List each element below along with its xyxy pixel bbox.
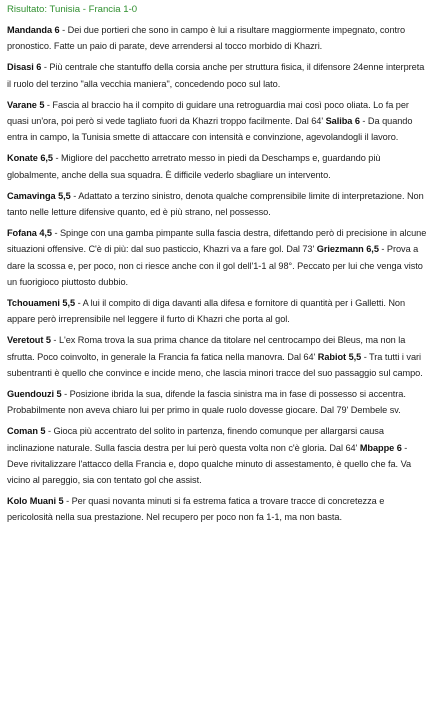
player-comment: Gioca più accentrato del solito in partenza, finendo comunque per allargarsi causa inclinazione naturale. Sulla fascia destra per lui però questa volta non c'è gloria. Dal 64': [7, 426, 384, 453]
player-name-rating: Tchouameni 5,5: [7, 298, 76, 309]
player-rating-paragraph: Guendouzi 5 - Posizione ibrida la sua, difende la fascia sinistra ma in fase di possesso si accentra. Probabilmente non aveva chiaro lui per primo in quale ruolo dovesse giocare. Dal 79' Dembele sv.: [7, 389, 406, 416]
player-rating-paragraph: Kolo Muani 5 - Per quasi novanta minuti si fa estrema fatica a trovare tracce di concretezza e pericolosità nella sua prestazione. Nel recupero per poco non fa 1-1, ma non basta.: [7, 496, 385, 523]
player-rating-paragraph: Disasi 6 - Più centrale che stantuffo della corsia anche per struttura fisica, il difensore 24enne interpreta il ruolo del terzino "alla vecchia maniera", concedendo poco sul lato.: [7, 62, 425, 89]
player-name-rating: Camavinga 5,5: [7, 190, 71, 201]
player-rating-paragraph: Konate 6,5 - Migliore del pacchetto arretrato messo in piedi da Deschamps e, guardando più globalmente, anche della sua squadra. È difficile vederlo sbagliare un intervento.: [7, 153, 381, 180]
player-comment: Dei due portieri che sono in campo è lui a risultare maggiormente impegnato, contro pronostico. Fatte un paio di parate, deve arrendersi al tocco morbido di Khazri.: [7, 25, 406, 52]
player-name-rating: Mbappe 6: [359, 442, 402, 453]
player-rating-paragraph: Varane 5 - Fascia al braccio ha il compito di guidare una retroguardia mai così poco oliata. Lo fa per quasi un'ora, poi però si vede tagliato fuori da Khazri troppo facilmente. Dal 64' Saliba 6 - Da quando entra in campo, la Tunisia smette di attaccare con intensità e convinzione, agevolandogli il lavoro.: [7, 99, 413, 143]
player-rating-paragraph: Coman 5 - Gioca più accentrato del solito in partenza, finendo comunque per allargarsi causa inclinazione naturale. Sulla fascia destra per lui però questa volta non c'è gloria. Dal 64' Mbappe 6 - Deve rivitalizzare l'attacco della Francia e, dopo qualche minuto di assestamento, è quello che fa. Va vicino al pareggio, sia con tentato gol che assist.: [7, 426, 412, 486]
player-name-rating: Mandanda 6: [7, 25, 60, 35]
player-name-rating: Veretout 5: [7, 335, 51, 346]
player-name-rating: Disasi 6: [7, 62, 42, 73]
player-comment: Per quasi novanta minuti si fa estrema fatica a trovare tracce di concretezza e pericolosità nella sua prestazione. Nel recupero per poco non fa 1-1, ma non basta.: [7, 496, 385, 523]
player-comment: Posizione ibrida la sua, difende la fascia sinistra ma in fase di possesso si accentra. Probabilmente non aveva chiaro lui per primo in quale ruolo dovesse giocare. Dal 79' Dembele sv.: [7, 389, 406, 416]
player-name-rating: Rabiot 5,5: [317, 351, 362, 362]
player-comment: Adattato a terzino sinistro, denota qualche comprensibile limite di interpretazione. Non tanto nelle letture difensive quanto, ed è più strano, nel possesso.: [7, 190, 424, 218]
player-rating-paragraph: Tchouameni 5,5 - A lui il compito di diga davanti alla difesa e fornitore di quantità per i Galletti. Non appare però irreprensibile nel leggere il furto di Khazri che porta al gol.: [7, 298, 406, 325]
player-name-rating: Saliba 6: [325, 116, 360, 127]
player-name-rating: Konate 6,5: [7, 153, 53, 164]
match-result: Risultato: Tunisia - Francia 1-0: [7, 4, 138, 15]
player-comment: A lui il compito di diga davanti alla difesa e fornitore di quantità per i Galletti. Non appare però irreprensibile nel leggere il furto di Khazri che porta al gol.: [7, 298, 406, 325]
player-comment: Più centrale che stantuffo della corsia anche per struttura fisica, il difensore 24enne interpreta il ruolo del terzino "alla vecchia maniera", concedendo poco sul lato.: [7, 62, 425, 89]
player-ratings-list: [7, 22, 428, 526]
player-rating-paragraph: Camavinga 5,5 - Adattato a terzino sinistro, denota qualche comprensibile limite di interpretazione. Non tanto nelle letture difensive quanto, ed è più strano, nel possesso.: [7, 190, 424, 218]
player-name-rating: Varane 5: [7, 99, 45, 110]
player-name-rating: Guendouzi 5: [7, 389, 62, 400]
player-rating-paragraph: Fofana 4,5 - Spinge con una gamba pimpante sulla fascia destra, difettando però di precisione in alcune situazioni offensive. C'è di più: dal suo pasticcio, Khazri va a fare gol. Dal 73' Griezmann 6,5 - Prova a dare la scossa e, per poco, non ci riesce anche con il gol dell'1-1 al 98°. Peccato per lui che venga visto un fuorigioco piuttosto dubbio.: [7, 228, 427, 287]
player-comment: L'ex Roma trova la sua prima chance da titolare nel centrocampo dei Bleus, ma non la sfrutta. Poco coinvolto, in generale la Francia fa fatica nella manovra. Dal 64': [7, 335, 406, 362]
player-name-rating: Kolo Muani 5: [7, 496, 64, 507]
player-name-rating: Coman 5: [7, 426, 46, 437]
player-comment: Fascia al braccio ha il compito di guidare una retroguardia mai così poco oliata. Lo fa per quasi un'ora, poi però si vede tagliato fuori da Khazri troppo facilmente. Dal 64': [7, 99, 409, 127]
player-comment: Deve rivitalizzare l'attacco della Francia e, dopo qualche minuto di assestamento, è quello che fa. Va vicino al pareggio, sia con tentato gol che assist.: [7, 458, 412, 486]
player-rating-paragraph: Mandanda 6 - Dei due portieri che sono in campo è lui a risultare maggiormente impegnato, contro pronostico. Fatte un paio di parate, deve arrendersi al tocco morbido di Khazri.: [7, 25, 406, 52]
player-comment: Spinge con una gamba pimpante sulla fascia destra, difettando però di precisione in alcune situazioni offensive. C'è di più: dal suo pasticcio, Khazri va a fare gol. Dal 73': [7, 228, 427, 255]
player-comment: Da quando entra in campo, la Tunisia smette di attaccare con intensità e convinzione, agevolandogli il lavoro.: [7, 116, 413, 143]
player-comment: Tra tutti i vari subentranti è quello che convince e incide meno, che lascia minori tracce del suo passaggio sul campo.: [7, 351, 423, 378]
player-name-rating: Griezmann 6,5: [316, 244, 379, 255]
player-comment: Migliore del pacchetto arretrato messo in piedi da Deschamps e, guardando più globalmente, anche della sua squadra. È difficile vederlo sbagliare un intervento.: [7, 153, 381, 180]
player-name-rating: Fofana 4,5: [7, 228, 52, 239]
player-comment: Prova a dare la scossa e, per poco, non ci riesce anche con il gol dell'1-1 al 98°. Peccato per lui che venga visto un fuorigioco piuttosto dubbio.: [7, 244, 423, 287]
player-rating-paragraph: Veretout 5 - L'ex Roma trova la sua prima chance da titolare nel centrocampo dei Bleus, ma non la sfrutta. Poco coinvolto, in generale la Francia fa fatica nella manovra. Dal 64' Rabiot 5,5 - Tra tutti i vari subentranti è quello che convince e incide meno, che lascia minori tracce del suo passaggio sul campo.: [7, 335, 423, 378]
